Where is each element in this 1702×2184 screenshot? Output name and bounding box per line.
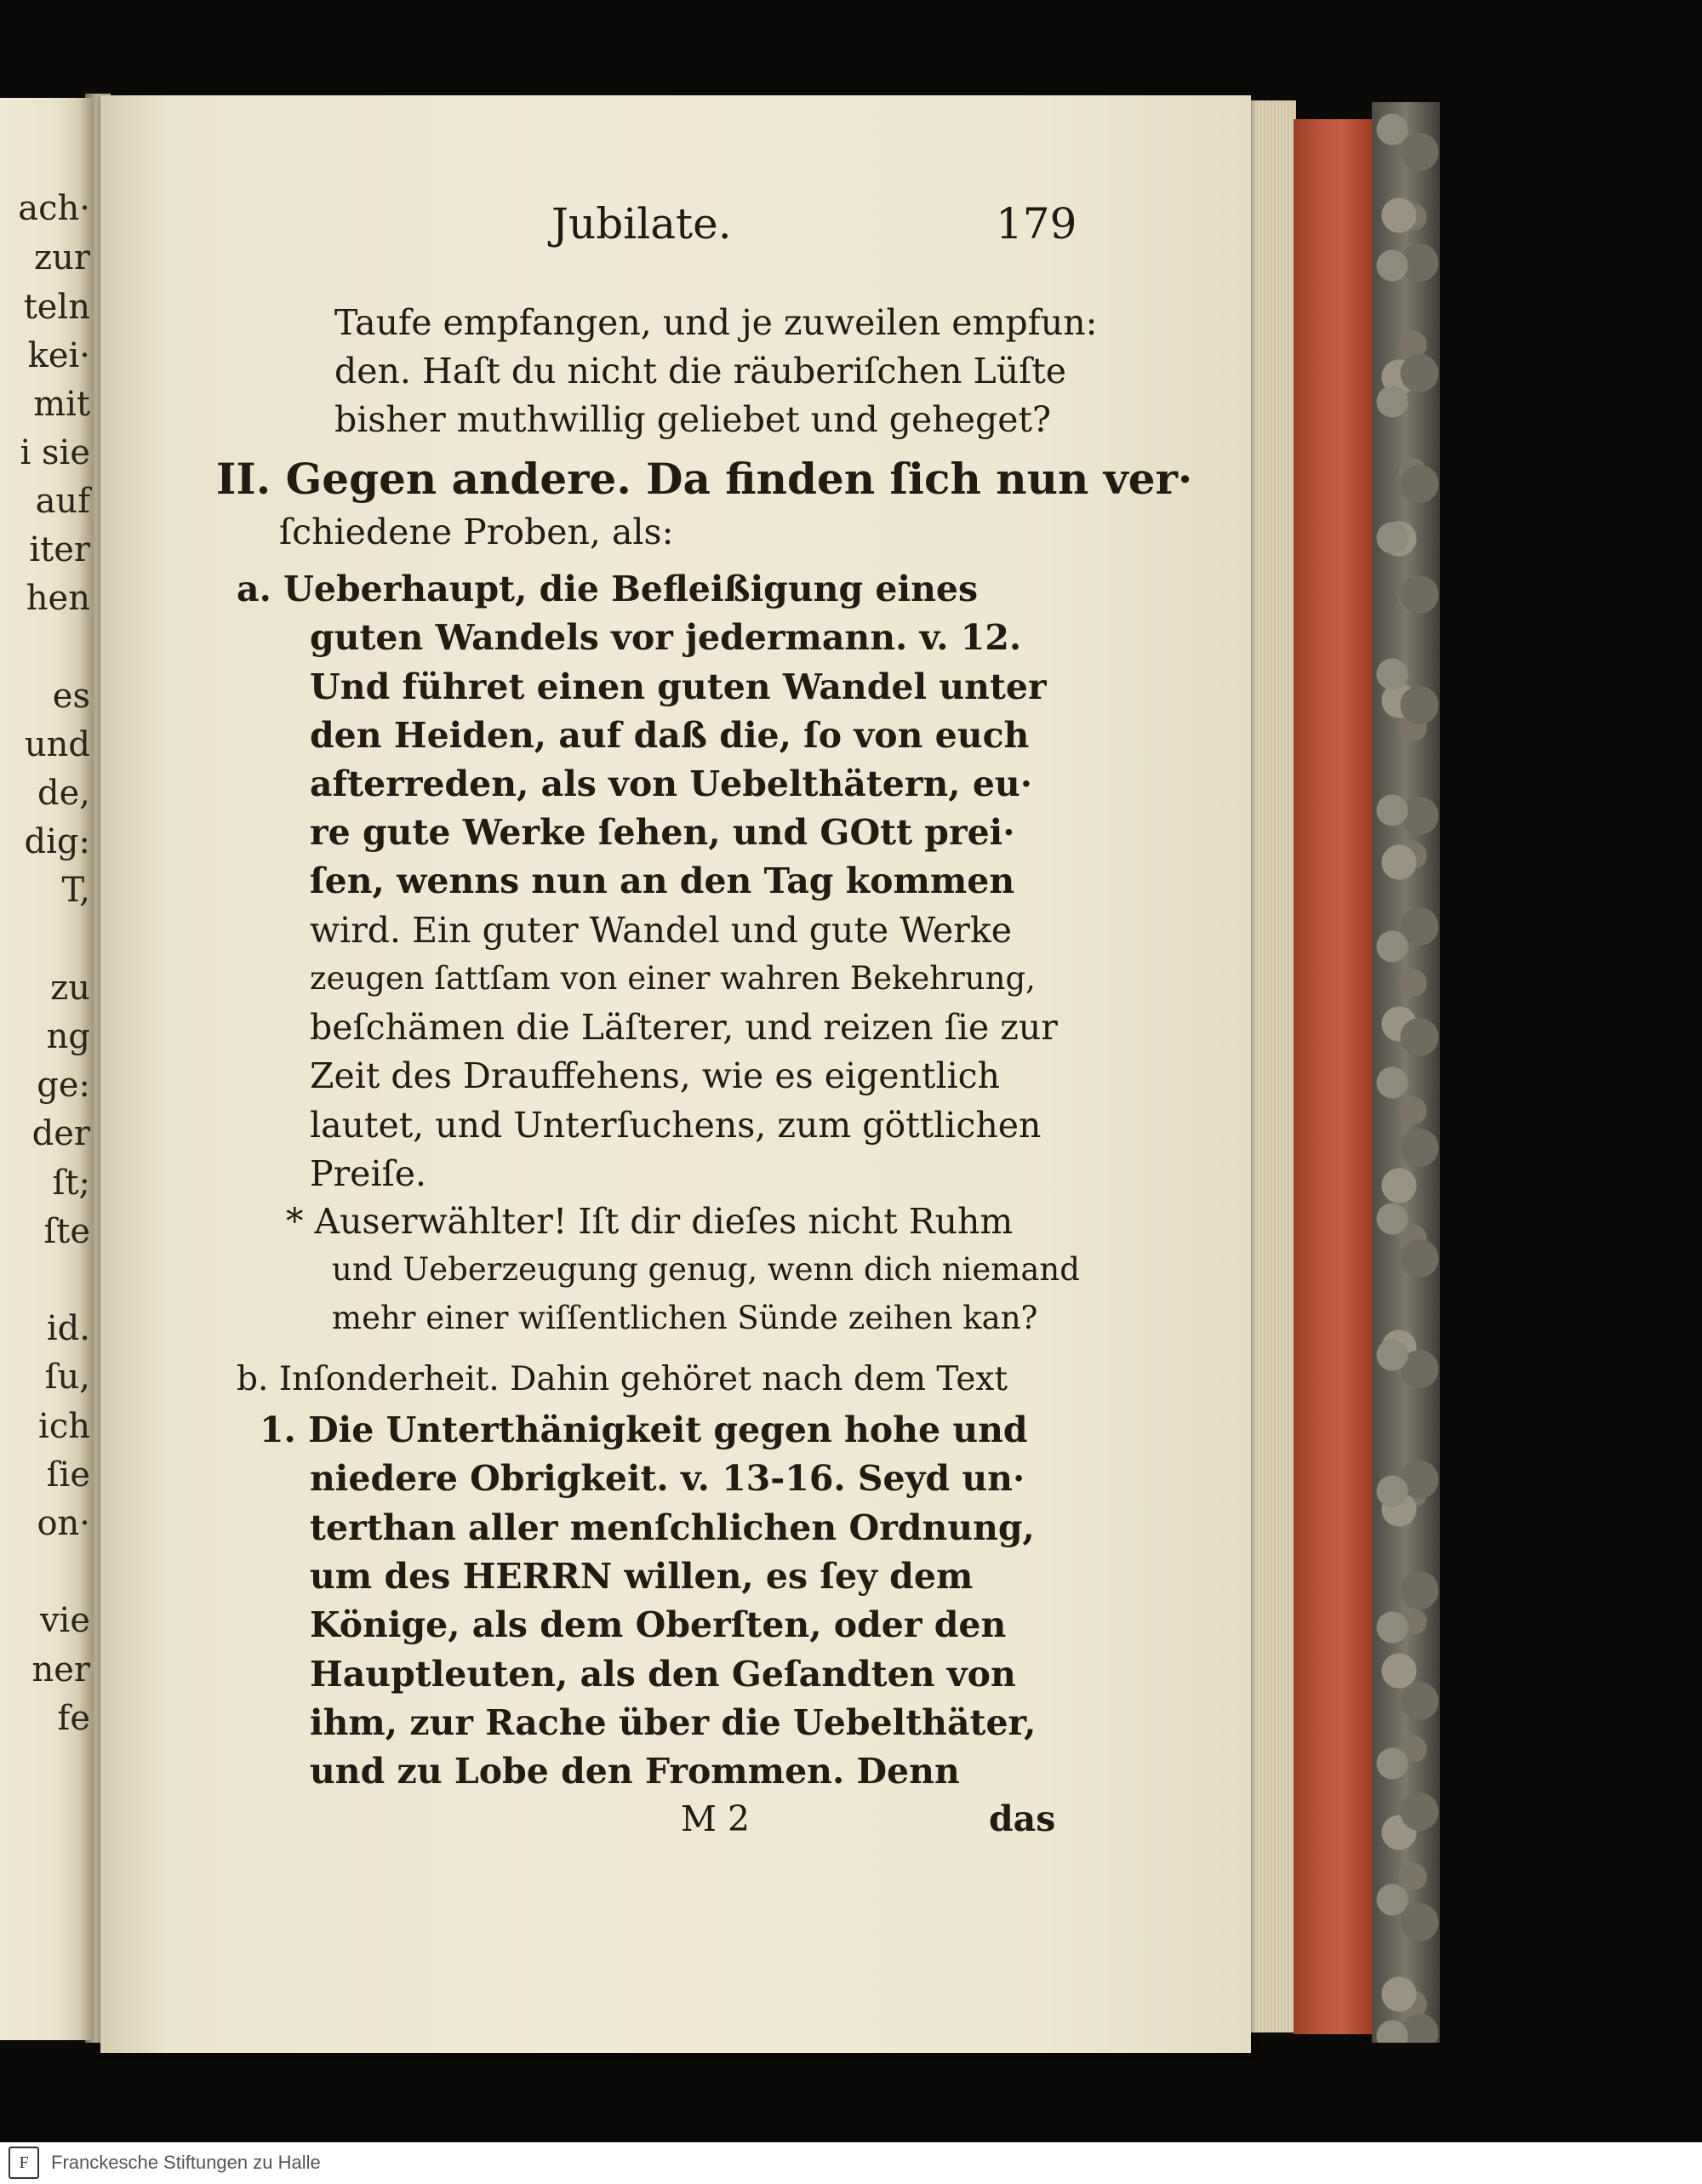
left-page-fragment: ng [46, 1017, 90, 1056]
text-line: re gute Werke ſehen, und GOtt prei· [310, 812, 1015, 853]
text-line: und zu Lobe den Frommen. Denn [310, 1751, 960, 1792]
text-line: niedere Obrigkeit. v. 13-16. Seyd un· [310, 1458, 1025, 1499]
left-page-fragment: ge: [37, 1066, 90, 1105]
running-header-title: Jubilate. [551, 199, 732, 249]
text-line: Zeit des Drauffehens, wie es eigentlich [310, 1055, 1001, 1096]
left-page-fragment: id. [46, 1309, 90, 1348]
text-line: ſen, wenns nun an den Tag kommen [310, 860, 1015, 901]
text-line: * Auserwählter! Iſt dir dieſes nicht Ruhm [286, 1201, 1014, 1242]
book-cover [1372, 102, 1440, 2043]
text-line: afterreden, als von Uebelthätern, eu· [310, 763, 1033, 804]
left-page-fragment: mit [33, 385, 90, 424]
text-line: ihm, zur Rache über die Uebelthäter, [310, 1702, 1037, 1743]
institution-logo-icon: F [9, 2147, 39, 2179]
text-line: mehr einer wiſſentlichen Sünde zeihen kan? [332, 1300, 1038, 1336]
left-page-fragment: ach· [18, 189, 90, 228]
text-line: Könige, als dem Oberſten, oder den [310, 1604, 1007, 1645]
text-line: Taufe empfangen, und je zuweilen empfun: [334, 302, 1098, 343]
text-line: lautet, und Unterſuchens, zum göttlichen [310, 1105, 1042, 1146]
left-page-fragment: dig: [24, 822, 90, 861]
left-page-fragment: ich [38, 1407, 90, 1446]
text-line: 1. Die Unterthänigkeit gegen hohe und [260, 1409, 1028, 1450]
left-page-fragment: fe [57, 1699, 90, 1738]
left-page-fragment: zu [50, 969, 90, 1008]
left-page-fragment: kei· [27, 336, 90, 375]
catchword: das [989, 1798, 1056, 1839]
text-line: um des HERRN willen, es ſey dem [310, 1556, 974, 1597]
text-line: terthan aller menſchlichen Ordnung, [310, 1507, 1035, 1548]
text-line: den. Haſt du nicht die räuberiſchen Lüſte [334, 351, 1067, 392]
left-page-fragment: ſu, [44, 1358, 90, 1397]
left-page-fragment: on· [37, 1504, 90, 1543]
left-page-fragment: zur [34, 238, 90, 277]
text-line: guten Wandels vor jedermann. v. 12. [310, 617, 1022, 658]
section-heading: II. Gegen andere. Da finden ſich nun ver· [216, 454, 1193, 504]
left-page-fragment: und [24, 725, 90, 764]
left-page-fragment: ſt; [52, 1163, 90, 1203]
left-page-fragment: der [31, 1114, 90, 1153]
page-number: 179 [996, 199, 1077, 249]
text-line: bisher muthwillig geliebet und geheget? [334, 399, 1051, 440]
text-line: zeugen ſattſam von einer wahren Bekehrung, [310, 960, 1036, 997]
signature-mark: M 2 [681, 1798, 751, 1839]
text-line: wird. Ein guter Wandel und gute Werke [310, 910, 1012, 951]
text-line: Und führet einen guten Wandel unter [310, 666, 1047, 707]
left-facing-page [0, 98, 92, 2040]
text-line: a. Ueberhaupt, die Befleißigung eines [237, 569, 979, 609]
text-line: und Ueberzeugung genug, wenn dich niemand [332, 1251, 1080, 1288]
text-line: Hauptleuten, als den Geſandten von [310, 1654, 1016, 1695]
watermark-text: Franckesche Stiftungen zu Halle [51, 2152, 321, 2173]
left-page-fragment: ſie [46, 1455, 90, 1495]
left-page-fragment: es [52, 677, 90, 716]
left-page-fragment: ſte [43, 1212, 90, 1251]
page-block-edge [1249, 100, 1296, 2032]
text-line: ſchiedene Proben, als: [279, 512, 674, 552]
left-page-fragment: i sie [20, 433, 90, 472]
left-page-fragment: vie [39, 1601, 90, 1640]
left-page-fragment: teln [23, 288, 90, 327]
left-page-fragment: de, [37, 774, 90, 813]
left-page-fragment: ner [31, 1650, 90, 1689]
text-line: Preiſe. [310, 1153, 427, 1194]
text-line: b. Inſonderheit. Dahin gehöret nach dem Text [237, 1360, 1008, 1398]
text-line: den Heiden, auf daß die, ſo von euch [310, 715, 1030, 756]
left-page-fragment: T, [61, 871, 90, 910]
left-page-fragment: hen [26, 579, 90, 618]
left-page-fragment: iter [29, 530, 90, 569]
text-line: beſchämen die Läſterer, und reizen ſie zur [310, 1007, 1058, 1048]
red-page-edge [1294, 119, 1374, 2034]
left-page-fragment: auf [35, 482, 90, 521]
